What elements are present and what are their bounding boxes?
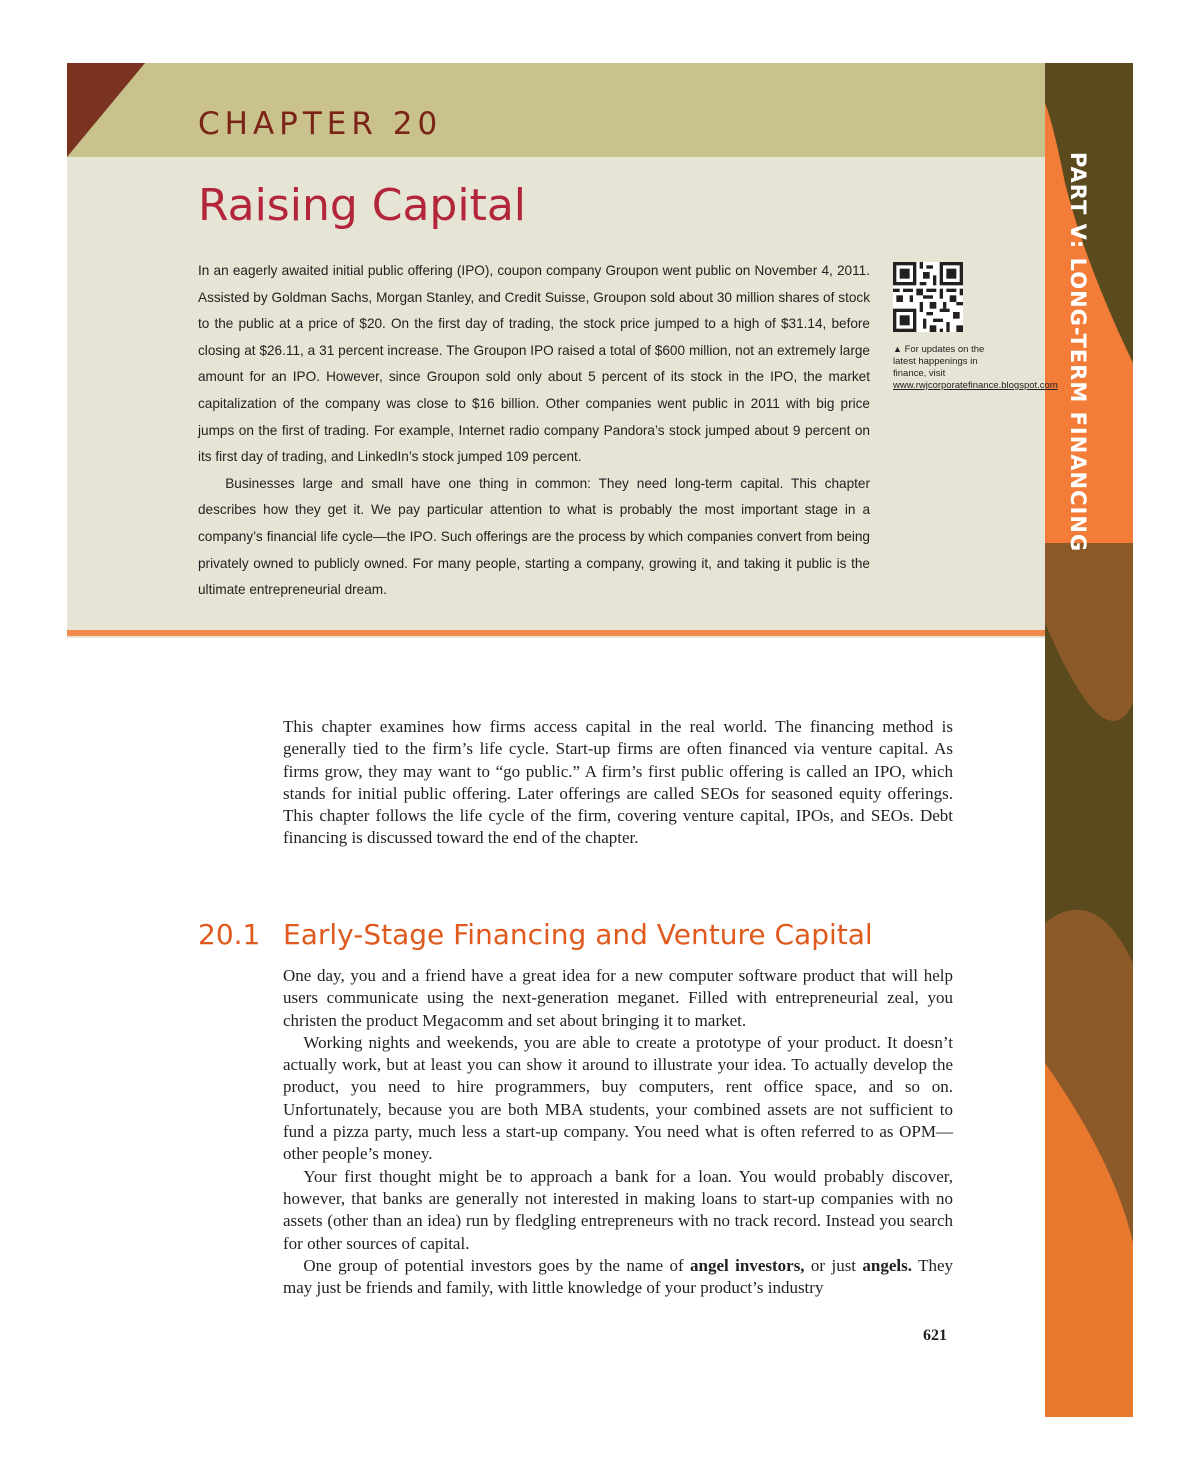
- part-label: PART V: LONG-TERM FINANCING: [1066, 152, 1090, 553]
- section-title: Early-Stage Financing and Venture Capital: [283, 918, 873, 951]
- section-body: [283, 965, 953, 1299]
- section-paragraph: One day, you and a friend have a great idea for a new computer software product that will help users communicate using the next-generation meganet. Filled with entrepreneurial zeal, you christen the product Megacomm and set about bringing it to market.: [283, 966, 953, 1030]
- chapter-overview: [283, 716, 953, 850]
- blog-link[interactable]: www.rwjcorporatefinance.blogspot.com: [893, 380, 1058, 391]
- chapter-label: CHAPTER 20: [198, 106, 443, 142]
- chapter-title: Raising Capital: [198, 180, 527, 231]
- text-run: or just: [804, 1255, 863, 1275]
- qr-caption: [893, 343, 1058, 392]
- key-term: angels.: [862, 1255, 912, 1275]
- section-number: 20.1: [198, 918, 261, 951]
- text-run: One group of potential investors goes by the name of: [303, 1255, 691, 1275]
- section-paragraph: Working nights and weekends, you are able to create a prototype of your product. It doesn’t actually work, but at least you can show it around to illustrate your idea. To actually develop the product, you need to hire programmers, buy computers, rent office space, and so on. Unfortunately, because you are both MBA students, your combined assets are not sufficient to fund a pizza party, much less a start-up company. You need what is often referred to as OPM—other people’s money.: [283, 1032, 953, 1164]
- page-number: 621: [923, 1327, 947, 1344]
- section-paragraph-angels: [283, 1255, 953, 1300]
- triangle-icon: ▲: [893, 344, 902, 354]
- key-term: angel investors,: [690, 1255, 805, 1275]
- qr-caption-text: For updates on the latest happenings in finance, visit: [893, 344, 985, 379]
- qr-code-icon[interactable]: [893, 262, 963, 332]
- intro-paragraph: Businesses large and small have one thing in common: They need long-term capital. This chapter describes how they get it. We pay particular attention to what is probably the most important stage in a company’s financial life cycle—the IPO. Such offerings are the process by which companies convert from being privately owned to publicly owned. For many people, starting a company, growing it, and taking it public is the ultimate entrepreneurial dream.: [198, 475, 870, 598]
- section-paragraph: Your first thought might be to approach a bank for a loan. You would probably discover, however, that banks are generally not interested in making loans to start-up companies with no assets (other than an idea) run by fledgling entrepreneurs with no track record. Instead you search for other sources of capital.: [283, 1166, 953, 1253]
- chapter-intro: [198, 258, 870, 604]
- text-run: They may just be friends and family, with little knowledge of your product’s industry: [283, 1255, 953, 1298]
- header-bottom-rule: [67, 630, 1045, 636]
- intro-paragraph: In an eagerly awaited initial public offering (IPO), coupon company Groupon went public on November 4, 2011. Assisted by Goldman Sachs, Morgan Stanley, and Credit Suisse, Groupon sold about 30 million shares of stock to the public at a price of $20. On the first day of trading, the stock price jumped to a high of $31.14, before closing at $26.11, a 31 percent increase. The Groupon IPO raised a total of $600 million, not an extremely large amount for an IPO. However, since Groupon sold only about 5 percent of its stock in the IPO, the market capitalization of the company was close to $16 billion. Other companies went public in 2011 with big price jumps on the first of trading. For example, Internet radio company Pandora’s stock jumped about 9 percent on its first day of trading, and LinkedIn’s stock jumped 109 percent.: [198, 263, 870, 465]
- overview-paragraph: This chapter examines how firms access capital in the real world. The financing method is generally tied to the firm’s life cycle. Start-up firms are often financed via venture capital. As firms grow, they may want to “go public.” A firm’s first public offering is called an IPO, which stands for initial public offering. Later offerings are called SEOs for seasoned equity offerings. This chapter follows the life cycle of the firm, covering venture capital, IPOs, and SEOs. Debt financing is discussed toward the end of the chapter.: [283, 717, 953, 848]
- header-corner-triangle: [67, 63, 145, 157]
